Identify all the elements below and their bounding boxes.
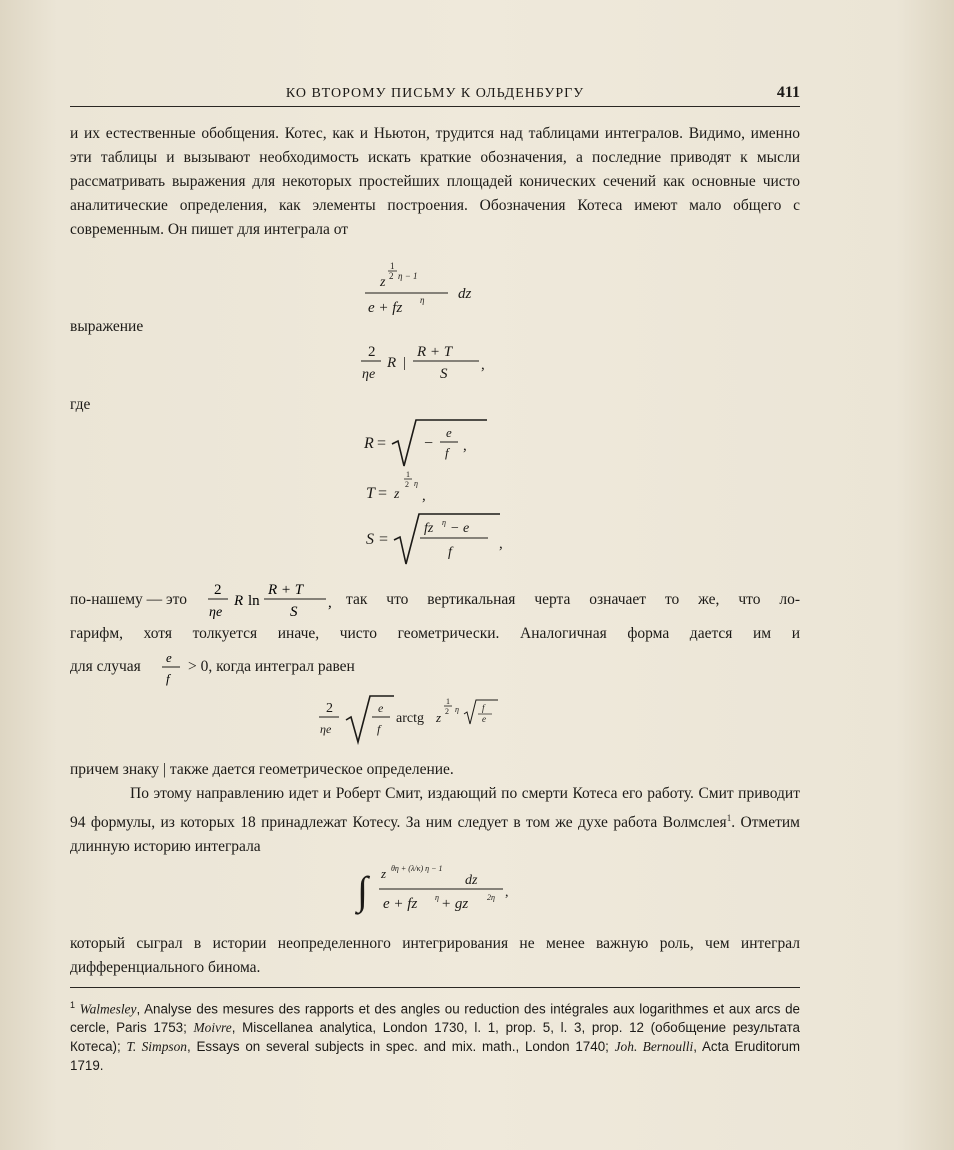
f6-inner-num: f: [482, 703, 485, 713]
f3-lhs: R: [364, 435, 374, 452]
footnote-author-moivre: Moivre: [193, 1020, 232, 1036]
f4-exp-frac-num: 1: [406, 470, 410, 479]
footnote-rule: [70, 987, 800, 988]
f3-radical: [392, 420, 487, 466]
f7-den-exp2: 2η: [487, 893, 495, 902]
page-number: 411: [776, 84, 800, 101]
formula-long-integral: [355, 852, 545, 927]
f7-diff: dz: [465, 873, 478, 888]
f7-den-mid: + gz: [441, 896, 469, 912]
f4-eq: =: [378, 485, 388, 502]
f4-comma: ,: [422, 488, 426, 504]
footnote-author-simpson: T. Simpson: [126, 1039, 187, 1055]
formula-R-definition-svg: [362, 414, 512, 474]
footnote-reference[interactable]: 1: [726, 813, 732, 823]
f5-num-rest: − e: [450, 521, 470, 536]
paragraph-history-integral: который сыграл в истории неопределенного интегрирования не менее важную роль, чем интеграл дифференциального бинома.: [70, 935, 800, 976]
f7-num-base: z: [381, 866, 387, 881]
label-expression: выражение: [70, 318, 144, 335]
formula-integrand: [360, 256, 500, 323]
f6-exp-rest: η: [455, 705, 459, 714]
formula-S-definition-svg: [364, 508, 524, 570]
f5-den: f: [448, 545, 452, 560]
f1-exp-frac-den: 2: [389, 271, 394, 281]
formula-T-definition: [364, 466, 484, 511]
f6-coef-num: 2: [326, 701, 333, 716]
f1-den: e + fz: [368, 300, 403, 316]
formula-long-integral-svg: [355, 852, 545, 922]
text-po-nashemu: по-нашему — это: [70, 591, 187, 608]
inline-ef-num: e: [166, 650, 172, 665]
formula-cotes-expression-svg: [355, 336, 505, 386]
footnote-text-3: , Essays on several subjects in spec. and mix. math., London 1740;: [187, 1039, 615, 1055]
f5-eq: =: [379, 531, 389, 548]
formula-cotes-expression: [355, 336, 505, 391]
line-logarithm: гарифм, хотя толкуется иначе, чисто геометрически. Аналогичная форма дается им и: [70, 625, 800, 642]
footnote-text-2: , Miscellanea analytica, London 1730, l. 1, prop. 5, l. 3, prop. 12 (обобщение результата Котеса);: [70, 1020, 800, 1055]
f2-frac-den: S: [440, 366, 448, 382]
f6-inner-den: e: [482, 714, 486, 724]
text-tak-chto: так что вертикальная черта означает то же, что ло-: [346, 591, 800, 608]
inline-ln-comma: ,: [328, 595, 332, 611]
f1-exp-frac-num: 1: [390, 261, 395, 271]
inline-ln-coef-num: 2: [214, 582, 222, 598]
f4-exp-frac-den: 2: [405, 480, 409, 489]
f4-base: z: [394, 487, 400, 502]
formula-T-definition-svg: [364, 466, 484, 506]
f2-bar: |: [403, 355, 407, 371]
f6-exp-frac-den: 2: [445, 707, 449, 716]
formula-arctg: [314, 690, 554, 751]
f2-coef-den: ηe: [362, 367, 376, 382]
inline-ln-func: ln: [248, 593, 260, 609]
f1-diff: dz: [458, 286, 472, 302]
text-smith-tail: . Отметим длинную историю интеграла: [70, 814, 800, 856]
footnote-mark: 1: [70, 1000, 76, 1010]
f6-func: arctg: [396, 711, 424, 726]
f7-num-exp: θη + (λ/κ) η − 1: [391, 864, 443, 873]
running-header: [70, 82, 800, 108]
f2-R: R: [387, 355, 397, 371]
text-dlya-sluchaya: для случая: [70, 658, 141, 675]
f6-base: z: [436, 710, 442, 725]
inline-ln-frac-den: S: [290, 604, 298, 620]
paragraph-robert-smith: [70, 782, 800, 859]
formula-S-definition: [364, 508, 524, 575]
inline-ef-den: f: [166, 671, 170, 686]
f3-eq: =: [377, 435, 387, 452]
inline-ln-frac-num: R + T: [268, 582, 304, 598]
f1-den-exp: η: [420, 295, 425, 305]
footnote-walmesley: [70, 996, 800, 1075]
formula-inline-ef: [160, 646, 184, 695]
f1-num-base: z: [380, 275, 386, 290]
formula-integrand-svg: [360, 256, 500, 318]
f6-inner-radical: [464, 700, 498, 724]
f4-exp-rest: η: [414, 479, 418, 488]
f1-num-exp-rest: η − 1: [398, 271, 418, 281]
formula-inline-ef-svg: [160, 646, 184, 690]
f6-coef-den: ηe: [320, 722, 332, 736]
f5-num-exp: η: [442, 518, 446, 527]
f5-num: fz: [424, 521, 434, 536]
label-where: где: [70, 396, 91, 413]
f7-den: e + fz: [383, 896, 418, 912]
header-rule: [70, 106, 800, 107]
text-kogda: > 0, когда интеграл равен: [188, 658, 355, 675]
f7-integral-sign: ∫: [357, 868, 368, 913]
footnote-author-bernoulli: Joh. Bernoulli: [614, 1039, 694, 1055]
f2-comma: ,: [481, 357, 485, 373]
line-case-ef: [70, 646, 800, 686]
inline-ln-R: R: [234, 593, 244, 609]
f6-num: e: [378, 701, 384, 715]
f3-den: f: [445, 445, 449, 460]
f3-num: e: [446, 425, 452, 440]
text-smith: По этому направлению идет и Роберт Смит, издающий по смерти Котеса его работу. Смит приводит 94 формулы, из которых 18 принадлежат Котесу. За ним следует в том же духе работа Волмслея: [70, 785, 800, 832]
paragraph-cotes-tables: и их естественные обобщения. Котес, как и Ньютон, трудится над таблицами интегралов. Видимо, именно эти таблицы и вызывают необходимость искать краткие обозначения, а последние приводят к мысли рассматривать выражения для некоторых простейших площадей конических сечений как основные чисто аналитические определения, как элементы построения. Обозначения Котеса имеют мало общего с современным. Он пишет для интеграла от: [70, 125, 800, 238]
f5-comma: ,: [499, 536, 503, 552]
inline-ln-coef-den: ηe: [209, 605, 223, 620]
f7-comma: ,: [505, 885, 509, 900]
f6-radical: [346, 696, 394, 742]
header-title: КО ВТОРОМУ ПИСЬМУ К ОЛЬДЕНБУРГУ: [285, 86, 585, 101]
footnote-author-walmesley: Walmesley: [79, 1001, 137, 1017]
f5-lhs: S: [366, 531, 374, 548]
paragraph-geometric-definition: причем знаку | также дается геометрическое определение.: [70, 761, 454, 778]
footnote-text-4: , Acta Eruditorum 1719.: [70, 1039, 800, 1074]
f2-coef-num: 2: [368, 344, 376, 360]
f7-den-exp1: η: [435, 893, 439, 902]
footnote-text-1: , Analyse des mesures des rapports et des angles ou reduction des intégrales aux logarithmes et aux arcs de cercle, Paris 1753;: [70, 1001, 800, 1036]
formula-arctg-svg: [314, 690, 554, 746]
f3-comma: ,: [463, 438, 467, 454]
f3-minus: −: [424, 435, 434, 452]
f5-radical: [394, 514, 500, 564]
f6-den: f: [377, 722, 381, 736]
f4-lhs: T: [366, 485, 375, 502]
f6-exp-frac-num: 1: [446, 697, 450, 706]
f2-frac-num: R + T: [417, 344, 453, 360]
line-modern-notation: [70, 580, 800, 620]
